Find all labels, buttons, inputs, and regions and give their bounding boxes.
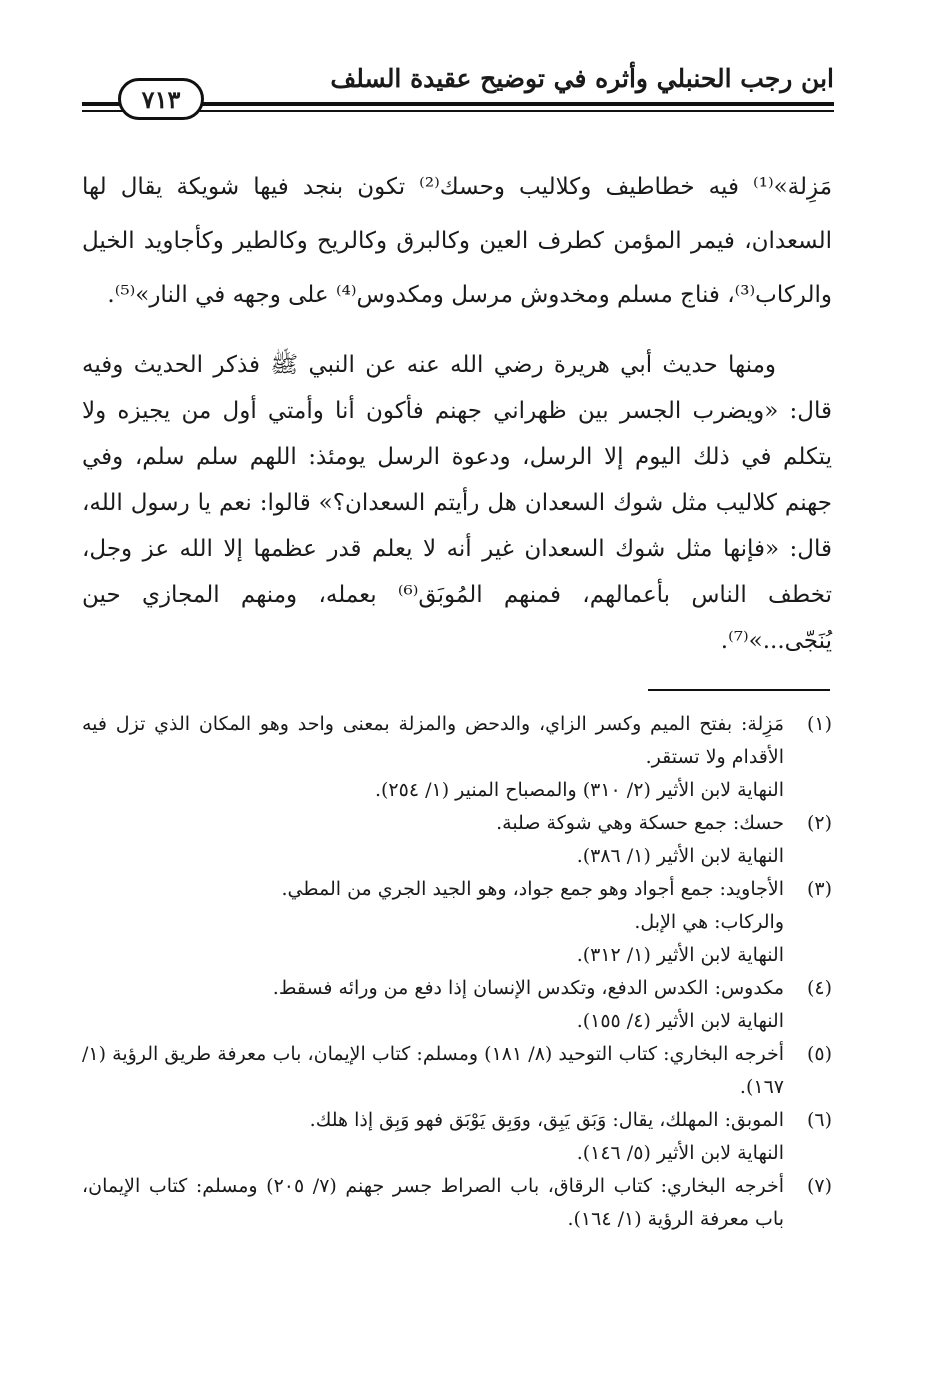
- footnote-body: [82, 1104, 784, 1170]
- page-header: [82, 58, 834, 128]
- footnote-body: [82, 708, 784, 807]
- footnote-text: مَزِلة: بفتح الميم وكسر الزاي، والدحض والمزلة بمعنى واحد وهو المكان الذي تزل فيه الأقدام ولا تستقر.: [82, 713, 784, 768]
- footnote-text-continued: والركاب: هي الإبل.: [634, 911, 784, 933]
- footnote-number: (٤): [806, 977, 832, 999]
- footnote-2: [82, 807, 832, 873]
- footnote-body: [82, 873, 784, 972]
- footnote-text: أخرجه البخاري: كتاب الرقاق، باب الصراط جسر جهنم (٧/ ٢٠٥) ومسلم: كتاب الإيمان، باب معرفة الرؤية (١/ ١٦٤).: [82, 1175, 784, 1230]
- footnote-5: [82, 1038, 832, 1104]
- footnote-3: [82, 873, 832, 972]
- footnote-reference: النهاية لابن الأثير (٥/ ١٤٦).: [576, 1142, 784, 1164]
- footnote-text: حسك: جمع حسكة وهي شوكة صلبة.: [496, 812, 784, 834]
- footnote-text: الموبق: المهلك، يقال: وَبَق يَبِق، ووَبِق يَوْبَق فهو وَبِق إذا هلك.: [309, 1109, 784, 1131]
- footnote-number: (٣): [806, 878, 832, 900]
- page-number: ٧١٣: [118, 78, 204, 120]
- footnote-4: [82, 972, 832, 1038]
- paragraph-text: مَزِلة»⁽¹⁾ فيه خطاطيف وكلاليب وحسك⁽²⁾ تكون بنجد فيها شويكة يقال لها السعدان، فيمر المؤمن كطرف العين وكالبرق وكالريح وكالطير وكأجاويد الخيل والركاب⁽³⁾، فناج مسلم ومخدوش مرسل ومكدوس⁽⁴⁾ على وجهه في النار»⁽⁵⁾.: [82, 174, 833, 308]
- footnote-number: (٥): [806, 1043, 832, 1065]
- footnotes: [82, 708, 832, 1236]
- body-paragraph-1: [82, 160, 832, 322]
- footnote-body: [82, 807, 784, 873]
- footnote-reference: النهاية لابن الأثير (١/ ٣٨٦).: [576, 845, 784, 867]
- footnote-number: (١): [806, 713, 832, 735]
- footnote-7: [82, 1170, 832, 1236]
- footnote-body: [82, 972, 784, 1038]
- footnote-separator: [648, 689, 830, 691]
- footnote-text: أخرجه البخاري: كتاب التوحيد (٨/ ١٨١) ومسلم: كتاب الإيمان، باب معرفة طريق الرؤية (١/ ١٦٧).: [82, 1043, 784, 1098]
- footnote-number: (٦): [806, 1109, 832, 1131]
- footnote-number: (٧): [806, 1175, 832, 1197]
- footnote-reference: النهاية لابن الأثير (١/ ٣١٢).: [576, 944, 784, 966]
- body-paragraph-2: [82, 342, 832, 664]
- running-title: ابن رجب الحنبلي وأثره في توضيح عقيدة السلف: [330, 64, 834, 93]
- footnote-text: الأجاويد: جمع أجواد وهو جمع جواد، وهو الجيد الجري من المطي.: [281, 878, 784, 900]
- paragraph-text: ومنها حديث أبي هريرة رضي الله عنه عن النبي ﷺ فذكر الحديث وفيه قال: «ويضرب الجسر بين ظهراني جهنم فأكون أنا وأمتي أول من يجيزه ولا يتكلم في ذلك اليوم إلا الرسل، ودعوة الرسل يومئذ: اللهم سلم سلم، وفي جهنم كلاليب مثل شوك السعدان هل رأيتم السعدان؟» قالوا: نعم يا رسول الله، قال: «فإنها مثل شوك السعدان غير أنه لا يعلم قدر عظمها إلا الله عز وجل، تخطف الناس بأعمالهم، فمنهم المُوبَق⁽⁶⁾ بعمله، ومنهم المجازي حين يُنَجّى...»⁽⁷⁾.: [82, 352, 832, 654]
- footnote-6: [82, 1104, 832, 1170]
- footnote-1: [82, 708, 832, 807]
- footnote-body: [82, 1038, 784, 1104]
- footnote-body: [82, 1170, 784, 1236]
- footnote-number: (٢): [806, 812, 832, 834]
- footnote-reference: النهاية لابن الأثير (٤/ ١٥٥).: [576, 1010, 784, 1032]
- footnote-text: مكدوس: الكدس الدفع، وتكدس الإنسان إذا دفع من ورائه فسقط.: [272, 977, 784, 999]
- footnote-reference: النهاية لابن الأثير (٢/ ٣١٠) والمصباح المنير (١/ ٢٥٤).: [374, 779, 784, 801]
